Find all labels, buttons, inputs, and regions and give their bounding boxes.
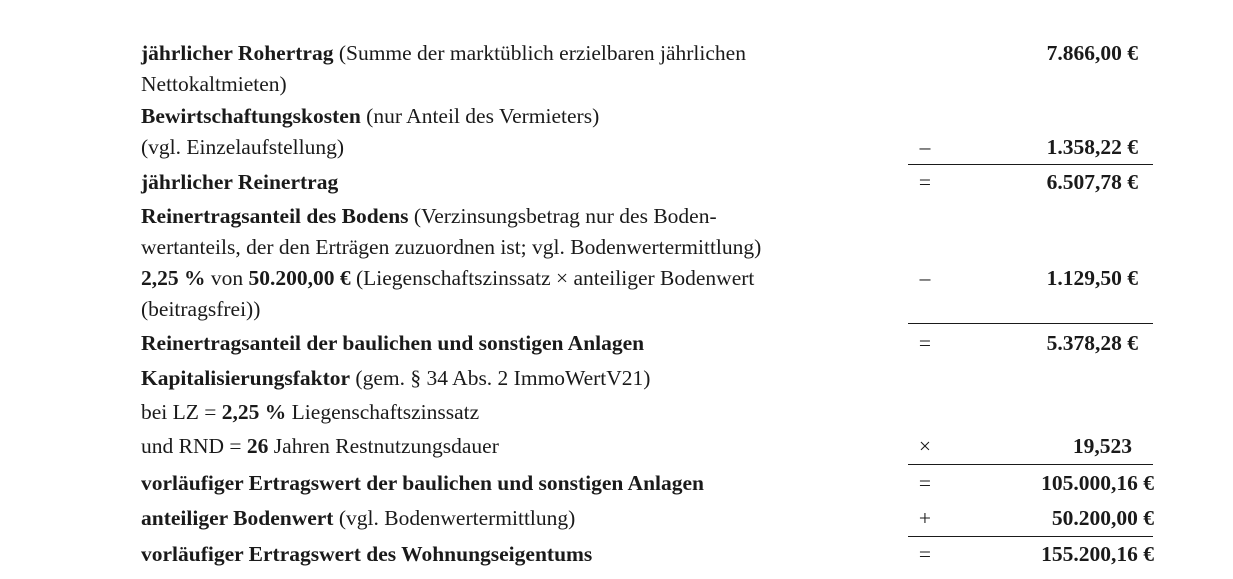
rnd-prefix: und RND = [141, 434, 247, 458]
sum-rule [908, 464, 1153, 465]
label-text: (gem. § 34 Abs. 2 ImmoWertV21) [350, 366, 651, 390]
label-line-2: wertanteils, der den Erträgen zuzuordnen ist; vgl. Bodenwertermittlung) [141, 235, 762, 259]
base-value: 50.200,00 € [248, 266, 351, 290]
label-line-2: (vgl. Einzelaufstellung) [141, 135, 344, 159]
row-value: 50.200,00 € [1051, 506, 1154, 530]
row-value: 155.200,16 € [1041, 542, 1154, 566]
sum-rule [908, 536, 1153, 537]
label-line-4: (beitragsfrei)) [141, 297, 261, 321]
row-operator: – [919, 266, 931, 290]
sum-rule [908, 164, 1153, 165]
label-bold: vorläufiger Ertragswert der baulichen und sonstigen Anlagen [141, 471, 705, 495]
row-label [141, 468, 881, 499]
label-bold: jährlicher Rohertrag [141, 41, 334, 65]
row-value: 1.358,22 € [1046, 135, 1138, 159]
row-value: 5.378,28 € [1046, 331, 1138, 355]
label-bold: jährlicher Reinertrag [141, 170, 339, 194]
label-text: (Verzinsungsbetrag nur des Boden- [408, 204, 717, 228]
lz-text: Liegenschaftszinssatz [286, 400, 480, 424]
row-value: 19,523 [1072, 434, 1132, 458]
sum-rule [908, 323, 1153, 324]
row-operator: + [918, 506, 932, 530]
row-operator: = [918, 471, 932, 495]
label-bold: Reinertragsanteil des Bodens [141, 204, 409, 228]
label-bold: vorläufiger Ertragswert des Wohnungseigentums [141, 542, 593, 566]
lz-prefix: bei LZ = [141, 400, 222, 424]
rate-text: (Liegenschaftszinssatz × anteiliger Bodenwert [350, 266, 755, 290]
rnd-value: 26 [246, 434, 269, 458]
label-bold: Kapitalisierungsfaktor [141, 366, 351, 390]
row-label [141, 503, 881, 534]
label-line-2: Nettokaltmieten) [141, 72, 287, 96]
rate-value: 2,25 % [141, 266, 206, 290]
row-value: 6.507,78 € [1046, 170, 1138, 194]
label-bold: anteiliger Bodenwert [141, 506, 334, 530]
label-bold: Bewirtschaftungskosten [141, 104, 361, 128]
row-value: 105.000,16 € [1041, 471, 1154, 495]
row-label [141, 38, 881, 100]
row-operator: × [918, 434, 932, 458]
row-label [141, 101, 881, 163]
row-label [141, 167, 881, 198]
label-text: (nur Anteil des Vermieters) [360, 104, 600, 128]
lz-value: 2,25 % [221, 400, 287, 424]
row-value: 7.866,00 € [1046, 41, 1138, 65]
label-text: (Summe der marktüblich erzielbaren jährlichen [333, 41, 746, 65]
row-label [141, 363, 881, 462]
row-label [141, 328, 881, 359]
rate-connector: von [205, 266, 249, 290]
label-text: (vgl. Bodenwertermittlung) [333, 506, 576, 530]
label-bold: Reinertragsanteil der baulichen und sonstigen Anlagen [141, 331, 645, 355]
row-operator: = [918, 542, 932, 566]
row-operator: = [918, 331, 932, 355]
row-label [141, 539, 881, 570]
rnd-text: Jahren Restnutzungsdauer [268, 434, 499, 458]
row-value: 1.129,50 € [1046, 266, 1138, 290]
row-label [141, 201, 881, 325]
row-operator: = [918, 170, 932, 194]
row-operator: – [919, 135, 931, 159]
